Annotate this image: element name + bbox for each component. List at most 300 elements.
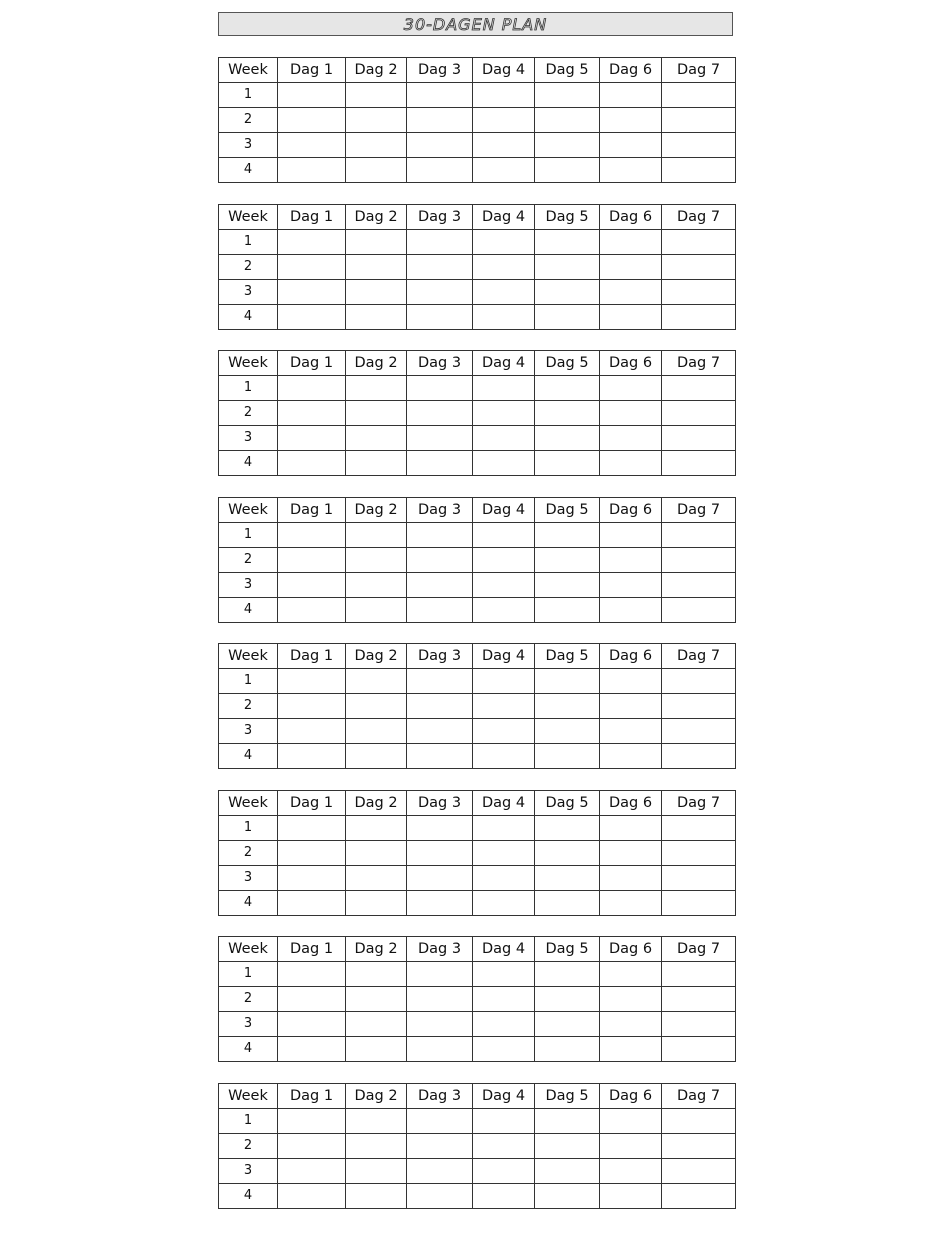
day-entry-cell[interactable]	[346, 108, 407, 133]
day-entry-cell[interactable]	[535, 1158, 600, 1183]
day-entry-cell[interactable]	[662, 376, 736, 401]
day-entry-cell[interactable]	[407, 401, 473, 426]
day-column-header: Dag 2	[346, 644, 407, 669]
day-entry-cell[interactable]	[407, 694, 473, 719]
day-entry-cell[interactable]	[535, 865, 600, 890]
day-entry-cell[interactable]	[600, 597, 662, 622]
day-column-header: Dag 2	[346, 351, 407, 376]
day-entry-cell[interactable]	[535, 1183, 600, 1208]
table-row	[219, 719, 736, 744]
day-entry-cell[interactable]	[278, 987, 346, 1012]
week-number-cell: 4	[219, 744, 278, 769]
day-entry-cell[interactable]	[278, 597, 346, 622]
day-entry-cell[interactable]	[278, 426, 346, 451]
day-entry-cell[interactable]	[473, 719, 535, 744]
day-entry-cell[interactable]	[473, 279, 535, 304]
day-entry-cell[interactable]	[535, 572, 600, 597]
day-entry-cell[interactable]	[535, 890, 600, 915]
day-entry-cell[interactable]	[535, 451, 600, 476]
day-entry-cell[interactable]	[407, 522, 473, 547]
day-entry-cell[interactable]	[346, 572, 407, 597]
week-number-cell: 1	[219, 1108, 278, 1133]
day-column-header: Dag 5	[535, 58, 600, 83]
day-entry-cell[interactable]	[278, 279, 346, 304]
day-entry-cell[interactable]	[278, 815, 346, 840]
day-entry-cell[interactable]	[535, 597, 600, 622]
day-entry-cell[interactable]	[407, 669, 473, 694]
day-entry-cell[interactable]	[535, 744, 600, 769]
week-number-cell: 4	[219, 304, 278, 329]
day-entry-cell[interactable]	[407, 815, 473, 840]
day-entry-cell[interactable]	[407, 962, 473, 987]
day-entry-cell[interactable]	[535, 840, 600, 865]
day-entry-cell[interactable]	[600, 987, 662, 1012]
day-entry-cell[interactable]	[473, 1183, 535, 1208]
day-entry-cell[interactable]	[662, 83, 736, 108]
day-entry-cell[interactable]	[535, 254, 600, 279]
day-entry-cell[interactable]	[278, 1183, 346, 1208]
day-entry-cell[interactable]	[473, 572, 535, 597]
day-entry-cell[interactable]	[473, 1108, 535, 1133]
day-entry-cell[interactable]	[278, 254, 346, 279]
day-entry-cell[interactable]	[600, 133, 662, 158]
day-column-header: Dag 1	[278, 644, 346, 669]
day-entry-cell[interactable]	[600, 1012, 662, 1037]
day-entry-cell[interactable]	[600, 158, 662, 183]
day-entry-cell[interactable]	[600, 1108, 662, 1133]
day-entry-cell[interactable]	[278, 694, 346, 719]
day-entry-cell[interactable]	[473, 890, 535, 915]
day-entry-cell[interactable]	[473, 865, 535, 890]
day-entry-cell[interactable]	[346, 522, 407, 547]
day-entry-cell[interactable]	[600, 522, 662, 547]
day-entry-cell[interactable]	[346, 401, 407, 426]
day-column-header: Dag 7	[662, 1083, 736, 1108]
day-entry-cell[interactable]	[662, 1133, 736, 1158]
week-column-header: Week	[219, 790, 278, 815]
day-entry-cell[interactable]	[600, 962, 662, 987]
week-number-cell: 1	[219, 229, 278, 254]
day-entry-cell[interactable]	[535, 376, 600, 401]
day-entry-cell[interactable]	[473, 401, 535, 426]
table-row	[219, 1158, 736, 1183]
day-entry-cell[interactable]	[346, 694, 407, 719]
day-entry-cell[interactable]	[662, 279, 736, 304]
day-entry-cell[interactable]	[600, 304, 662, 329]
plan-tables	[218, 57, 735, 1229]
day-column-header: Dag 7	[662, 204, 736, 229]
day-entry-cell[interactable]	[407, 597, 473, 622]
day-entry-cell[interactable]	[600, 744, 662, 769]
day-entry-cell[interactable]	[535, 279, 600, 304]
day-entry-cell[interactable]	[346, 987, 407, 1012]
day-column-header: Dag 4	[473, 497, 535, 522]
day-entry-cell[interactable]	[407, 987, 473, 1012]
day-column-header: Dag 6	[600, 644, 662, 669]
day-entry-cell[interactable]	[662, 254, 736, 279]
day-entry-cell[interactable]	[278, 1108, 346, 1133]
day-column-header: Dag 2	[346, 1083, 407, 1108]
day-entry-cell[interactable]	[600, 426, 662, 451]
table-row	[219, 890, 736, 915]
day-entry-cell[interactable]	[535, 229, 600, 254]
day-entry-cell[interactable]	[346, 1158, 407, 1183]
day-entry-cell[interactable]	[473, 451, 535, 476]
day-entry-cell[interactable]	[407, 83, 473, 108]
day-entry-cell[interactable]	[278, 547, 346, 572]
day-entry-cell[interactable]	[346, 1108, 407, 1133]
table-row	[219, 108, 736, 133]
day-entry-cell[interactable]	[346, 376, 407, 401]
day-column-header: Dag 5	[535, 644, 600, 669]
day-column-header: Dag 1	[278, 204, 346, 229]
day-entry-cell[interactable]	[600, 669, 662, 694]
day-column-header: Dag 7	[662, 351, 736, 376]
day-entry-cell[interactable]	[662, 304, 736, 329]
day-entry-cell[interactable]	[600, 1158, 662, 1183]
day-entry-cell[interactable]	[473, 987, 535, 1012]
day-entry-cell[interactable]	[278, 572, 346, 597]
day-entry-cell[interactable]	[473, 815, 535, 840]
day-entry-cell[interactable]	[473, 1012, 535, 1037]
day-entry-cell[interactable]	[407, 1108, 473, 1133]
day-entry-cell[interactable]	[278, 229, 346, 254]
table-row	[219, 572, 736, 597]
table-row	[219, 83, 736, 108]
day-entry-cell[interactable]	[600, 890, 662, 915]
day-entry-cell[interactable]	[662, 133, 736, 158]
day-entry-cell[interactable]	[278, 451, 346, 476]
header-row	[219, 497, 736, 522]
day-entry-cell[interactable]	[346, 597, 407, 622]
day-entry-cell[interactable]	[600, 1037, 662, 1062]
table-row	[219, 522, 736, 547]
day-entry-cell[interactable]	[346, 451, 407, 476]
day-entry-cell[interactable]	[662, 719, 736, 744]
day-entry-cell[interactable]	[535, 669, 600, 694]
day-entry-cell[interactable]	[473, 158, 535, 183]
table-row	[219, 1108, 736, 1133]
week-number-cell: 1	[219, 669, 278, 694]
week-number-cell: 3	[219, 133, 278, 158]
day-entry-cell[interactable]	[278, 669, 346, 694]
day-entry-cell[interactable]	[278, 840, 346, 865]
day-entry-cell[interactable]	[473, 304, 535, 329]
day-entry-cell[interactable]	[535, 1133, 600, 1158]
day-entry-cell[interactable]	[278, 522, 346, 547]
day-entry-cell[interactable]	[407, 1183, 473, 1208]
day-column-header: Dag 1	[278, 937, 346, 962]
day-entry-cell[interactable]	[600, 694, 662, 719]
day-entry-cell[interactable]	[407, 229, 473, 254]
day-entry-cell[interactable]	[600, 572, 662, 597]
day-entry-cell[interactable]	[662, 962, 736, 987]
day-entry-cell[interactable]	[346, 133, 407, 158]
day-entry-cell[interactable]	[662, 694, 736, 719]
header-row	[219, 790, 736, 815]
day-entry-cell[interactable]	[346, 1012, 407, 1037]
table-row	[219, 133, 736, 158]
table-row	[219, 426, 736, 451]
table-row	[219, 451, 736, 476]
day-entry-cell[interactable]	[278, 376, 346, 401]
day-entry-cell[interactable]	[278, 1037, 346, 1062]
day-entry-cell[interactable]	[278, 1133, 346, 1158]
day-entry-cell[interactable]	[535, 987, 600, 1012]
day-entry-cell[interactable]	[473, 522, 535, 547]
day-entry-cell[interactable]	[278, 1158, 346, 1183]
day-entry-cell[interactable]	[535, 426, 600, 451]
week-table	[218, 936, 736, 1062]
table-row	[219, 987, 736, 1012]
day-entry-cell[interactable]	[407, 840, 473, 865]
day-entry-cell[interactable]	[535, 133, 600, 158]
day-entry-cell[interactable]	[407, 304, 473, 329]
day-entry-cell[interactable]	[473, 547, 535, 572]
day-entry-cell[interactable]	[407, 158, 473, 183]
day-entry-cell[interactable]	[278, 744, 346, 769]
week-number-cell: 2	[219, 254, 278, 279]
day-entry-cell[interactable]	[473, 108, 535, 133]
day-entry-cell[interactable]	[535, 962, 600, 987]
day-entry-cell[interactable]	[407, 1133, 473, 1158]
day-entry-cell[interactable]	[407, 279, 473, 304]
table-row	[219, 1012, 736, 1037]
day-entry-cell[interactable]	[278, 401, 346, 426]
week-number-cell: 2	[219, 108, 278, 133]
day-entry-cell[interactable]	[600, 1133, 662, 1158]
day-column-header: Dag 3	[407, 204, 473, 229]
day-entry-cell[interactable]	[662, 522, 736, 547]
day-entry-cell[interactable]	[346, 890, 407, 915]
table-row	[219, 815, 736, 840]
week-number-cell: 2	[219, 987, 278, 1012]
day-column-header: Dag 3	[407, 58, 473, 83]
day-column-header: Dag 2	[346, 937, 407, 962]
day-entry-cell[interactable]	[473, 1133, 535, 1158]
day-entry-cell[interactable]	[346, 547, 407, 572]
day-entry-cell[interactable]	[662, 229, 736, 254]
day-entry-cell[interactable]	[600, 229, 662, 254]
day-column-header: Dag 6	[600, 204, 662, 229]
day-column-header: Dag 6	[600, 937, 662, 962]
day-entry-cell[interactable]	[600, 279, 662, 304]
day-entry-cell[interactable]	[346, 840, 407, 865]
week-number-cell: 1	[219, 815, 278, 840]
day-entry-cell[interactable]	[600, 547, 662, 572]
day-entry-cell[interactable]	[662, 1037, 736, 1062]
table-row	[219, 840, 736, 865]
day-entry-cell[interactable]	[535, 719, 600, 744]
day-entry-cell[interactable]	[346, 158, 407, 183]
week-number-cell: 1	[219, 376, 278, 401]
day-entry-cell[interactable]	[662, 572, 736, 597]
day-entry-cell[interactable]	[662, 1183, 736, 1208]
day-entry-cell[interactable]	[473, 840, 535, 865]
day-entry-cell[interactable]	[662, 401, 736, 426]
day-entry-cell[interactable]	[662, 865, 736, 890]
table-row	[219, 1133, 736, 1158]
day-entry-cell[interactable]	[278, 158, 346, 183]
day-entry-cell[interactable]	[662, 987, 736, 1012]
day-entry-cell[interactable]	[600, 719, 662, 744]
day-entry-cell[interactable]	[662, 1012, 736, 1037]
day-entry-cell[interactable]	[473, 962, 535, 987]
day-entry-cell[interactable]	[407, 376, 473, 401]
day-entry-cell[interactable]	[346, 669, 407, 694]
day-entry-cell[interactable]	[600, 840, 662, 865]
page-title: 30-DAGEN PLAN	[403, 14, 548, 34]
day-entry-cell[interactable]	[662, 426, 736, 451]
day-entry-cell[interactable]	[600, 451, 662, 476]
day-column-header: Dag 3	[407, 1083, 473, 1108]
day-entry-cell[interactable]	[346, 426, 407, 451]
day-entry-cell[interactable]	[473, 694, 535, 719]
day-column-header: Dag 5	[535, 497, 600, 522]
day-entry-cell[interactable]	[346, 229, 407, 254]
day-entry-cell[interactable]	[407, 744, 473, 769]
day-entry-cell[interactable]	[600, 376, 662, 401]
day-entry-cell[interactable]	[407, 254, 473, 279]
day-entry-cell[interactable]	[407, 133, 473, 158]
day-entry-cell[interactable]	[535, 1012, 600, 1037]
day-entry-cell[interactable]	[278, 962, 346, 987]
day-entry-cell[interactable]	[535, 304, 600, 329]
day-entry-cell[interactable]	[600, 401, 662, 426]
day-entry-cell[interactable]	[346, 962, 407, 987]
day-entry-cell[interactable]	[407, 865, 473, 890]
day-entry-cell[interactable]	[278, 108, 346, 133]
day-column-header: Dag 4	[473, 644, 535, 669]
header-row	[219, 58, 736, 83]
day-entry-cell[interactable]	[535, 1108, 600, 1133]
day-entry-cell[interactable]	[662, 1158, 736, 1183]
day-entry-cell[interactable]	[407, 426, 473, 451]
day-column-header: Dag 5	[535, 351, 600, 376]
table-row	[219, 744, 736, 769]
day-entry-cell[interactable]	[662, 840, 736, 865]
day-entry-cell[interactable]	[346, 865, 407, 890]
day-entry-cell[interactable]	[600, 1183, 662, 1208]
day-entry-cell[interactable]	[407, 451, 473, 476]
day-column-header: Dag 1	[278, 351, 346, 376]
day-entry-cell[interactable]	[346, 1133, 407, 1158]
day-entry-cell[interactable]	[662, 744, 736, 769]
day-entry-cell[interactable]	[662, 158, 736, 183]
week-number-cell: 1	[219, 962, 278, 987]
table-row	[219, 401, 736, 426]
week-number-cell: 4	[219, 1037, 278, 1062]
day-entry-cell[interactable]	[346, 254, 407, 279]
week-table	[218, 350, 736, 476]
day-entry-cell[interactable]	[473, 597, 535, 622]
day-entry-cell[interactable]	[346, 83, 407, 108]
day-entry-cell[interactable]	[535, 108, 600, 133]
day-entry-cell[interactable]	[662, 890, 736, 915]
week-table	[218, 643, 736, 769]
day-entry-cell[interactable]	[278, 890, 346, 915]
day-entry-cell[interactable]	[662, 108, 736, 133]
day-entry-cell[interactable]	[473, 426, 535, 451]
day-entry-cell[interactable]	[473, 133, 535, 158]
day-entry-cell[interactable]	[407, 1012, 473, 1037]
day-entry-cell[interactable]	[600, 108, 662, 133]
table-row	[219, 597, 736, 622]
day-entry-cell[interactable]	[662, 815, 736, 840]
day-column-header: Dag 6	[600, 790, 662, 815]
day-entry-cell[interactable]	[662, 547, 736, 572]
day-entry-cell[interactable]	[407, 890, 473, 915]
day-entry-cell[interactable]	[473, 744, 535, 769]
day-entry-cell[interactable]	[662, 597, 736, 622]
week-column-header: Week	[219, 204, 278, 229]
day-entry-cell[interactable]	[662, 451, 736, 476]
day-entry-cell[interactable]	[535, 83, 600, 108]
day-entry-cell[interactable]	[662, 1108, 736, 1133]
day-entry-cell[interactable]	[473, 254, 535, 279]
week-number-cell: 3	[219, 719, 278, 744]
day-entry-cell[interactable]	[278, 1012, 346, 1037]
day-entry-cell[interactable]	[473, 83, 535, 108]
day-entry-cell[interactable]	[473, 376, 535, 401]
week-number-cell: 2	[219, 401, 278, 426]
day-entry-cell[interactable]	[407, 1037, 473, 1062]
day-entry-cell[interactable]	[278, 304, 346, 329]
table-row	[219, 1183, 736, 1208]
day-column-header: Dag 7	[662, 644, 736, 669]
day-entry-cell[interactable]	[535, 401, 600, 426]
day-entry-cell[interactable]	[346, 1037, 407, 1062]
day-entry-cell[interactable]	[346, 304, 407, 329]
day-column-header: Dag 6	[600, 351, 662, 376]
week-table	[218, 497, 736, 623]
day-entry-cell[interactable]	[278, 719, 346, 744]
day-entry-cell[interactable]	[407, 1158, 473, 1183]
day-entry-cell[interactable]	[600, 815, 662, 840]
day-entry-cell[interactable]	[662, 669, 736, 694]
day-entry-cell[interactable]	[535, 547, 600, 572]
day-entry-cell[interactable]	[407, 719, 473, 744]
day-entry-cell[interactable]	[535, 815, 600, 840]
week-table	[218, 57, 736, 183]
day-column-header: Dag 5	[535, 1083, 600, 1108]
day-entry-cell[interactable]	[535, 158, 600, 183]
day-entry-cell[interactable]	[278, 83, 346, 108]
day-entry-cell[interactable]	[535, 694, 600, 719]
day-entry-cell[interactable]	[407, 108, 473, 133]
day-entry-cell[interactable]	[346, 1183, 407, 1208]
day-entry-cell[interactable]	[346, 719, 407, 744]
day-entry-cell[interactable]	[535, 1037, 600, 1062]
day-entry-cell[interactable]	[346, 279, 407, 304]
day-entry-cell[interactable]	[278, 865, 346, 890]
day-column-header: Dag 1	[278, 58, 346, 83]
day-entry-cell[interactable]	[407, 572, 473, 597]
day-entry-cell[interactable]	[278, 133, 346, 158]
day-entry-cell[interactable]	[407, 547, 473, 572]
day-entry-cell[interactable]	[600, 865, 662, 890]
week-column-header: Week	[219, 937, 278, 962]
day-entry-cell[interactable]	[473, 229, 535, 254]
day-entry-cell[interactable]	[535, 522, 600, 547]
day-entry-cell[interactable]	[600, 254, 662, 279]
day-entry-cell[interactable]	[346, 744, 407, 769]
day-entry-cell[interactable]	[473, 669, 535, 694]
day-entry-cell[interactable]	[473, 1037, 535, 1062]
day-entry-cell[interactable]	[473, 1158, 535, 1183]
day-entry-cell[interactable]	[346, 815, 407, 840]
day-entry-cell[interactable]	[600, 83, 662, 108]
